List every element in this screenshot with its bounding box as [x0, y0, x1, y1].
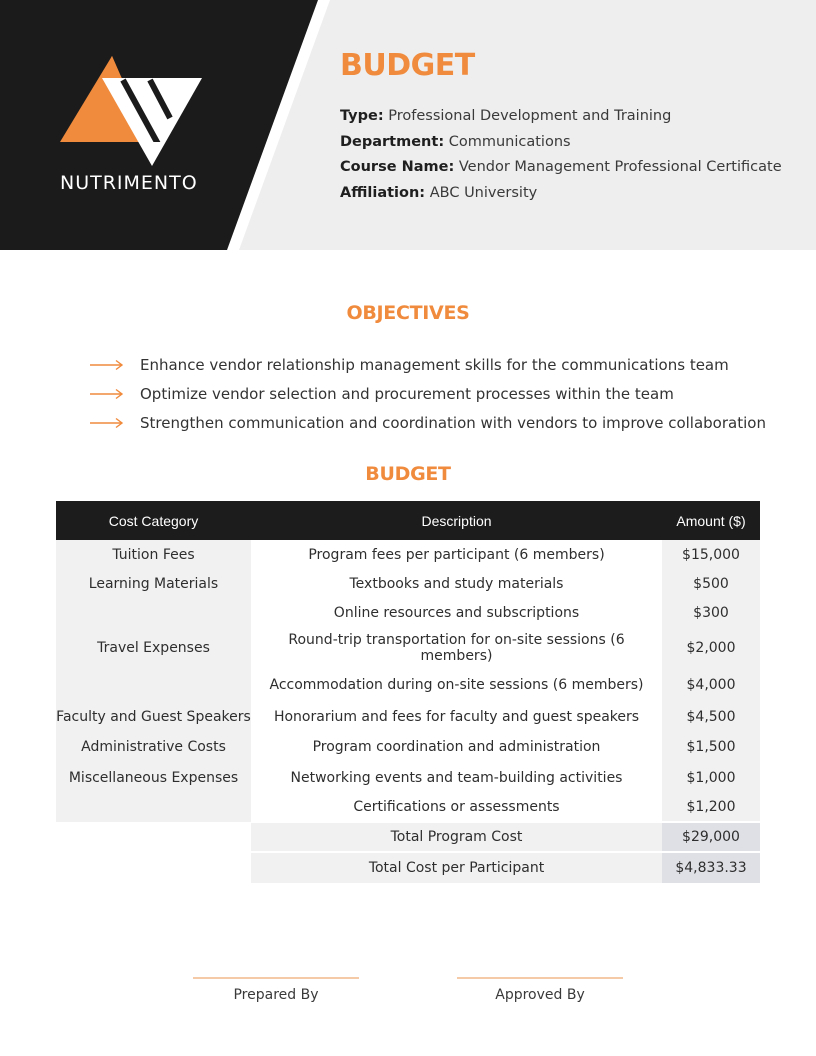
total-row — [56, 822, 760, 852]
meta-course-name-label: Course Name: — [340, 159, 455, 175]
cell-category: Administrative Costs — [56, 732, 251, 762]
objective-text: Enhance vendor relationship management skills for the communications team — [140, 355, 729, 374]
cell-category: Faculty and Guest Speakers — [56, 701, 251, 732]
cell-amount: $4,000 — [662, 669, 760, 701]
budget-table — [56, 501, 760, 883]
cell-amount: $1,200 — [662, 793, 760, 822]
total-row — [56, 852, 760, 883]
cell-description: Certifications or assessments — [251, 793, 662, 822]
meta-affiliation-label: Affiliation: — [340, 184, 426, 201]
cell-category: Miscellaneous Expenses — [56, 762, 251, 793]
arrow-right-icon — [90, 359, 124, 371]
cell-amount: $2,000 — [662, 627, 760, 669]
cell-description: Honorarium and fees for faculty and guest speakers — [251, 701, 662, 732]
table-row — [56, 540, 760, 569]
table-row — [56, 569, 760, 598]
budget-heading: BUDGET — [365, 463, 451, 485]
column-header-description: Description — [251, 501, 662, 540]
cell-amount: $500 — [662, 569, 760, 598]
objectives-heading: OBJECTIVES — [346, 302, 470, 324]
objective-item — [90, 408, 790, 437]
document-meta — [340, 104, 800, 206]
table-row — [56, 701, 760, 732]
meta-department — [340, 130, 800, 156]
cell-category: Tuition Fees — [56, 540, 251, 569]
meta-course-name — [340, 155, 800, 181]
column-header-category: Cost Category — [56, 501, 251, 540]
cell-amount: $300 — [662, 598, 760, 627]
prepared-by-signature-line — [193, 977, 359, 979]
table-row — [56, 598, 760, 627]
meta-course-name-value: Vendor Management Professional Certificate — [458, 159, 782, 175]
cell-category: Learning Materials — [56, 569, 251, 598]
objectives-list — [90, 350, 790, 437]
meta-affiliation — [340, 181, 800, 207]
meta-department-value: Communications — [448, 133, 571, 150]
cell-amount: $1,500 — [662, 732, 760, 762]
cell-blank — [56, 822, 251, 852]
nutrimento-logo-icon — [60, 56, 204, 166]
cell-amount: $15,000 — [662, 540, 760, 569]
approved-by-signature-line — [457, 977, 623, 979]
cell-category — [56, 669, 251, 701]
cell-description: Textbooks and study materials — [251, 569, 662, 598]
cell-amount: $1,000 — [662, 762, 760, 793]
total-label: Total Cost per Participant — [251, 852, 662, 883]
objective-item — [90, 379, 790, 408]
cell-blank — [56, 852, 251, 883]
cell-description: Online resources and subscriptions — [251, 598, 662, 627]
arrow-right-icon — [90, 388, 124, 400]
meta-type-label: Type: — [340, 108, 384, 124]
cell-category — [56, 793, 251, 822]
column-header-amount: Amount ($) — [662, 501, 760, 540]
meta-type-value: Professional Development and Training — [388, 108, 672, 124]
cell-category: Travel Expenses — [56, 627, 251, 669]
table-row — [56, 627, 760, 669]
document-title: BUDGET — [340, 48, 475, 83]
cell-description: Program coordination and administration — [251, 732, 662, 762]
objective-item — [90, 350, 790, 379]
cell-category — [56, 598, 251, 627]
objective-text: Strengthen communication and coordination with vendors to improve collaboration — [140, 413, 766, 432]
table-row — [56, 793, 760, 822]
prepared-by-label: Prepared By — [233, 987, 319, 1003]
cell-description: Networking events and team-building activities — [251, 762, 662, 793]
table-row — [56, 732, 760, 762]
meta-department-label: Department: — [340, 133, 445, 150]
brand-name: NUTRIMENTO — [60, 172, 198, 194]
table-row — [56, 669, 760, 701]
approved-by-label: Approved By — [495, 987, 585, 1003]
arrow-right-icon — [90, 417, 124, 429]
table-row — [56, 762, 760, 793]
cell-description: Program fees per participant (6 members) — [251, 540, 662, 569]
table-header-row — [56, 501, 760, 540]
total-amount: $29,000 — [662, 822, 760, 852]
cell-description: Accommodation during on-site sessions (6 members) — [251, 669, 662, 701]
total-amount: $4,833.33 — [662, 852, 760, 883]
cell-amount: $4,500 — [662, 701, 760, 732]
cell-description: Round-trip transportation for on-site sessions (6 members) — [251, 627, 662, 669]
objective-text: Optimize vendor selection and procurement processes within the team — [140, 384, 674, 403]
total-label: Total Program Cost — [251, 822, 662, 852]
meta-type — [340, 104, 800, 130]
meta-affiliation-value: ABC University — [429, 184, 538, 201]
